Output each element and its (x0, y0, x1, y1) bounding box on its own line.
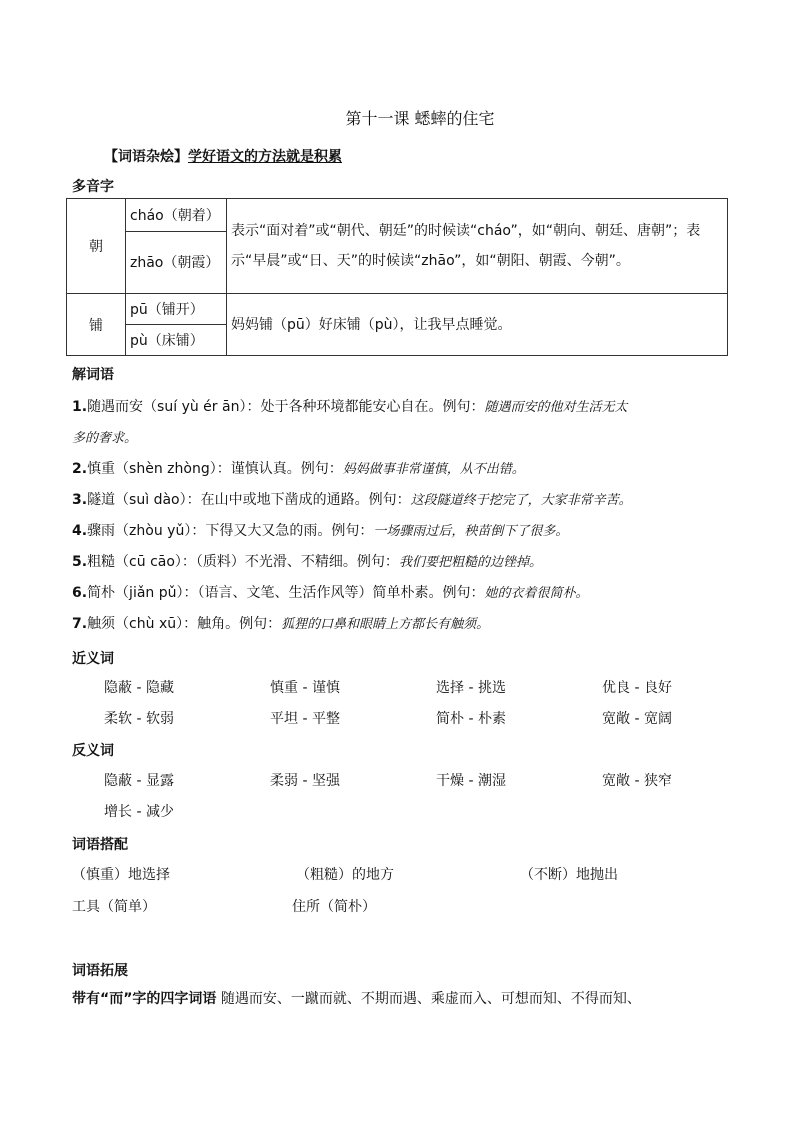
item-number: 3. (72, 492, 88, 508)
page-title: 第十一课 蟋蟀的住宅 (345, 109, 495, 128)
polyphone-char: 铺 (67, 294, 126, 356)
polyphone-table (66, 198, 728, 356)
list-item: 工具（简单） (72, 899, 156, 915)
item-term: 粗糙（cū cāo）：（质料）不光滑、不精细。例句： (87, 554, 399, 570)
item-number: 5. (72, 554, 88, 570)
item-example-continuation: 多的奢求。 (72, 431, 138, 446)
list-item-continuation (72, 423, 732, 454)
item-term: 随遇而安（suí yù ér ān）：处于各种环境都能安心自在。例句： (87, 399, 485, 415)
list-item: 优良 - 良好 (602, 680, 672, 696)
item-example: 一场骤雨过后，秧苗倒下了很多。 (373, 524, 569, 539)
list-item: （粗糙）的地方 (296, 867, 394, 883)
extension-line (72, 988, 641, 1008)
list-item: 选择 - 挑选 (436, 680, 506, 696)
list-item (72, 578, 732, 609)
list-item: 宽敞 - 狭窄 (602, 773, 672, 789)
list-item: 柔软 - 软弱 (104, 711, 174, 727)
extension-label: 带有“而”字的四字词语 (72, 991, 217, 1007)
list-item: 平坦 - 平整 (270, 711, 340, 727)
item-example: 我们要把粗糙的边锉掉。 (398, 555, 542, 570)
antonyms-heading: 反义词 (72, 743, 114, 759)
polyphone-explanation: 表示“面对着”或“朝代、朝廷”的时候读“cháo”，如“朝向、朝廷、唐朝”；表示“早晨”或“日、天”的时候读“zhāo”，如“朝阳、朝霞、今朝”。 (227, 199, 728, 294)
item-term: 触须（chù xū）：触角。例句： (87, 616, 282, 632)
list-item (72, 547, 732, 578)
polyphone-reading: zhāo（朝霞） (126, 231, 227, 293)
extension-heading: 词语拓展 (72, 963, 128, 979)
list-item (72, 609, 732, 640)
polyphone-reading: cháo（朝着） (126, 199, 227, 232)
section-bracket-label: 【词语杂烩】 (104, 149, 188, 165)
section-subtitle: 学好语文的方法就是积累 (188, 149, 342, 165)
item-term: 隧道（suì dào）：在山中或地下凿成的通路。例句： (87, 492, 411, 508)
list-item: 柔弱 - 坚强 (270, 773, 340, 789)
collocations-heading: 词语搭配 (72, 837, 128, 853)
list-item: （慎重）地选择 (72, 867, 170, 883)
polyphone-reading: pù（床铺） (126, 325, 227, 356)
item-term: 慎重（shèn zhòng）：谨慎认真。例句： (87, 461, 343, 477)
item-number: 6. (72, 585, 88, 601)
list-item (72, 392, 732, 423)
table-row (67, 294, 728, 325)
list-item: 宽敞 - 宽阔 (602, 711, 672, 727)
table-row (67, 199, 728, 232)
list-item (72, 516, 732, 547)
item-example: 狐狸的口鼻和眼睛上方都长有触须。 (281, 617, 490, 632)
list-item: 隐蔽 - 隐藏 (104, 680, 174, 696)
polyphone-char: 朝 (67, 199, 126, 294)
list-item: 干燥 - 潮湿 (436, 773, 506, 789)
list-item: 增长 - 减少 (104, 804, 174, 820)
item-term: 骤雨（zhòu yǔ）：下得又大又急的雨。例句： (87, 523, 374, 539)
item-number: 7. (72, 616, 88, 632)
list-item: 简朴 - 朴素 (436, 711, 506, 727)
extension-text: 随遇而安、一蹴而就、不期而遇、乘虚而入、可想而知、不得而知、 (216, 991, 641, 1007)
polyphone-reading: pū（铺开） (126, 294, 227, 325)
definitions-heading: 解词语 (72, 367, 114, 383)
list-item: 住所（简朴） (292, 899, 376, 915)
list-item (72, 454, 732, 485)
synonyms-heading: 近义词 (72, 651, 114, 667)
polyphone-explanation: 妈妈铺（pū）好床铺（pù），让我早点睡觉。 (227, 294, 728, 356)
polyphone-heading: 多音字 (72, 179, 114, 195)
item-number: 2. (72, 461, 88, 477)
item-example: 妈妈做事非常谨慎，从不出错。 (342, 462, 525, 477)
item-example: 这段隧道终于挖完了，大家非常辛苦。 (410, 493, 632, 508)
list-item: 隐蔽 - 显露 (104, 773, 174, 789)
item-number: 1. (72, 399, 88, 415)
item-example: 随遇而安的他对生活无太 (484, 400, 628, 415)
list-item: 慎重 - 谨慎 (270, 680, 340, 696)
list-item: （不断）地抛出 (520, 867, 618, 883)
item-example: 她的衣着很简朴。 (484, 586, 589, 601)
list-item (72, 485, 732, 516)
item-number: 4. (72, 523, 88, 539)
section-header (104, 146, 342, 166)
item-term: 简朴（jiǎn pǔ）：（语言、文笔、生活作风等）简单朴素。例句： (87, 585, 485, 601)
definitions-list (72, 392, 732, 640)
